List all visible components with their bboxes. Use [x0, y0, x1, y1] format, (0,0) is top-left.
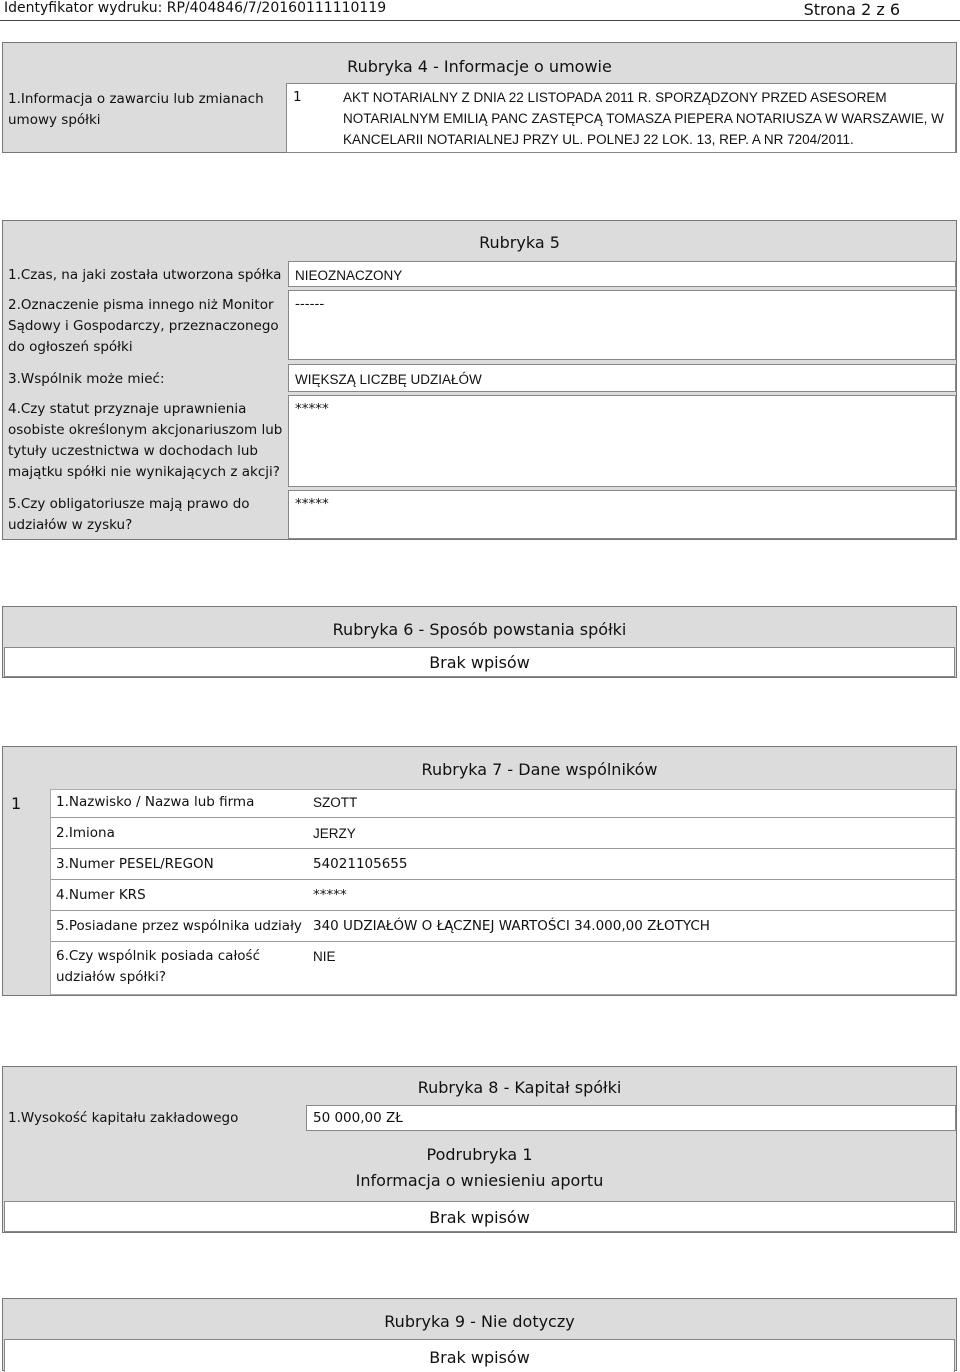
field-value: NIEOZNACZONY	[295, 268, 403, 283]
field-label: 4.Numer KRS	[56, 887, 146, 903]
section-title: Rubryka 8 - Kapitał spółki	[417, 1078, 622, 1097]
value-box	[288, 261, 956, 287]
no-entries-text: Brak wpisów	[429, 1348, 530, 1367]
section-rubryka-7	[2, 746, 957, 996]
no-entries-text: Brak wpisów	[429, 653, 530, 672]
section-title: Rubryka 7 - Dane wspólników	[421, 760, 658, 779]
field-label: 2.Imiona	[56, 825, 115, 841]
field-value: 50 000,00 ZŁ	[313, 1110, 403, 1126]
field-value: 340 UDZIAŁÓW O ŁĄCZNEJ WARTOŚCI 34.000,00 ZŁOTYCH	[313, 918, 710, 934]
entry-number: 1	[11, 794, 22, 813]
section-title: Rubryka 9 - Nie dotyczy	[384, 1312, 575, 1331]
value-box	[306, 1105, 956, 1131]
section-rubryka-9	[2, 1298, 957, 1371]
page-number: Strona 2 z 6	[803, 0, 900, 19]
section-rubryka-5	[2, 220, 957, 540]
field-value: 54021105655	[313, 856, 408, 872]
field-label: 4.Czy statut przyznaje uprawnienia osobiste określonym akcjonariuszom lub tytuły uczestnictwa w dochodach lub majątku spółki nie wynikających z akcji?	[8, 401, 283, 480]
field-label: 3.Numer PESEL/REGON	[56, 856, 214, 872]
empty-box	[4, 1339, 955, 1372]
row-divider	[51, 879, 955, 880]
print-identifier: Identyfikator wydruku: RP/404846/7/20160111110119	[4, 0, 387, 16]
field-value: JERZY	[313, 826, 356, 841]
field-label: 1.Wysokość kapitału zakładowego	[8, 1110, 239, 1126]
no-entries-text: Brak wpisów	[429, 1208, 530, 1227]
section-title: Rubryka 6 - Sposób powstania spółki	[332, 620, 627, 639]
field-label: 6.Czy wspólnik posiada całość udziałów spółki?	[56, 948, 261, 985]
field-value: NIE	[313, 949, 336, 964]
header-divider	[0, 20, 960, 21]
field-value: WIĘKSZĄ LICZBĘ UDZIAŁÓW	[295, 372, 482, 387]
section-rubryka-8	[2, 1066, 957, 1233]
field-label: 5.Czy obligatoriusze mają prawo do udziałów w zysku?	[8, 496, 250, 533]
field-label: 3.Wspólnik może mieć:	[8, 371, 165, 387]
row-divider	[51, 848, 955, 849]
field-value: *****	[313, 887, 347, 903]
subsection-title: Podrubryka 1	[426, 1145, 533, 1164]
field-label: 1.Czas, na jaki została utworzona spółka	[8, 267, 282, 283]
field-value: AKT NOTARIALNY Z DNIA 22 LISTOPADA 2011 R. SPORZĄDZONY PRZED ASESOREM NOTARIALNYM EMILIĄ PANC ZASTĘPCĄ TOMASZA PIEPERA NOTARIUSZA W WARSZAWIE, W KANCELARII NOTARIALNEJ PRZY UL. POLNEJ 22 LOK. 13, REP. A NR 7204/2011.	[343, 90, 944, 147]
field-value: *****	[295, 496, 329, 512]
value-box	[288, 364, 956, 392]
field-label: 2.Oznaczenie pisma innego niż Monitor Sądowy i Gospodarczy, przeznaczonego do ogłoszeń spółki	[8, 297, 279, 355]
row-divider	[51, 941, 955, 942]
row-divider	[51, 817, 955, 818]
empty-box	[4, 1201, 955, 1232]
section-rubryka-6	[2, 606, 957, 678]
field-value: *****	[295, 401, 329, 417]
value-box	[288, 290, 956, 360]
subsection-name: Informacja o wniesieniu aportu	[355, 1171, 604, 1190]
empty-box	[4, 647, 955, 677]
value-box	[288, 490, 956, 539]
field-label: 1.Informacja o zawarciu lub zmianach umowy spółki	[8, 91, 264, 128]
section-rubryka-4	[2, 42, 957, 153]
section-title: Rubryka 4 - Informacje o umowie	[347, 57, 612, 76]
field-value: ------	[295, 296, 325, 312]
entry-number: 1	[293, 89, 302, 105]
field-value: SZOTT	[313, 795, 358, 810]
partner-table	[50, 789, 956, 995]
row-divider	[51, 910, 955, 911]
field-label: 1.Nazwisko / Nazwa lub firma	[56, 794, 255, 810]
value-box	[288, 395, 956, 487]
value-box	[286, 83, 956, 153]
field-label: 5.Posiadane przez wspólnika udziały	[56, 918, 302, 934]
section-title: Rubryka 5	[479, 233, 560, 252]
